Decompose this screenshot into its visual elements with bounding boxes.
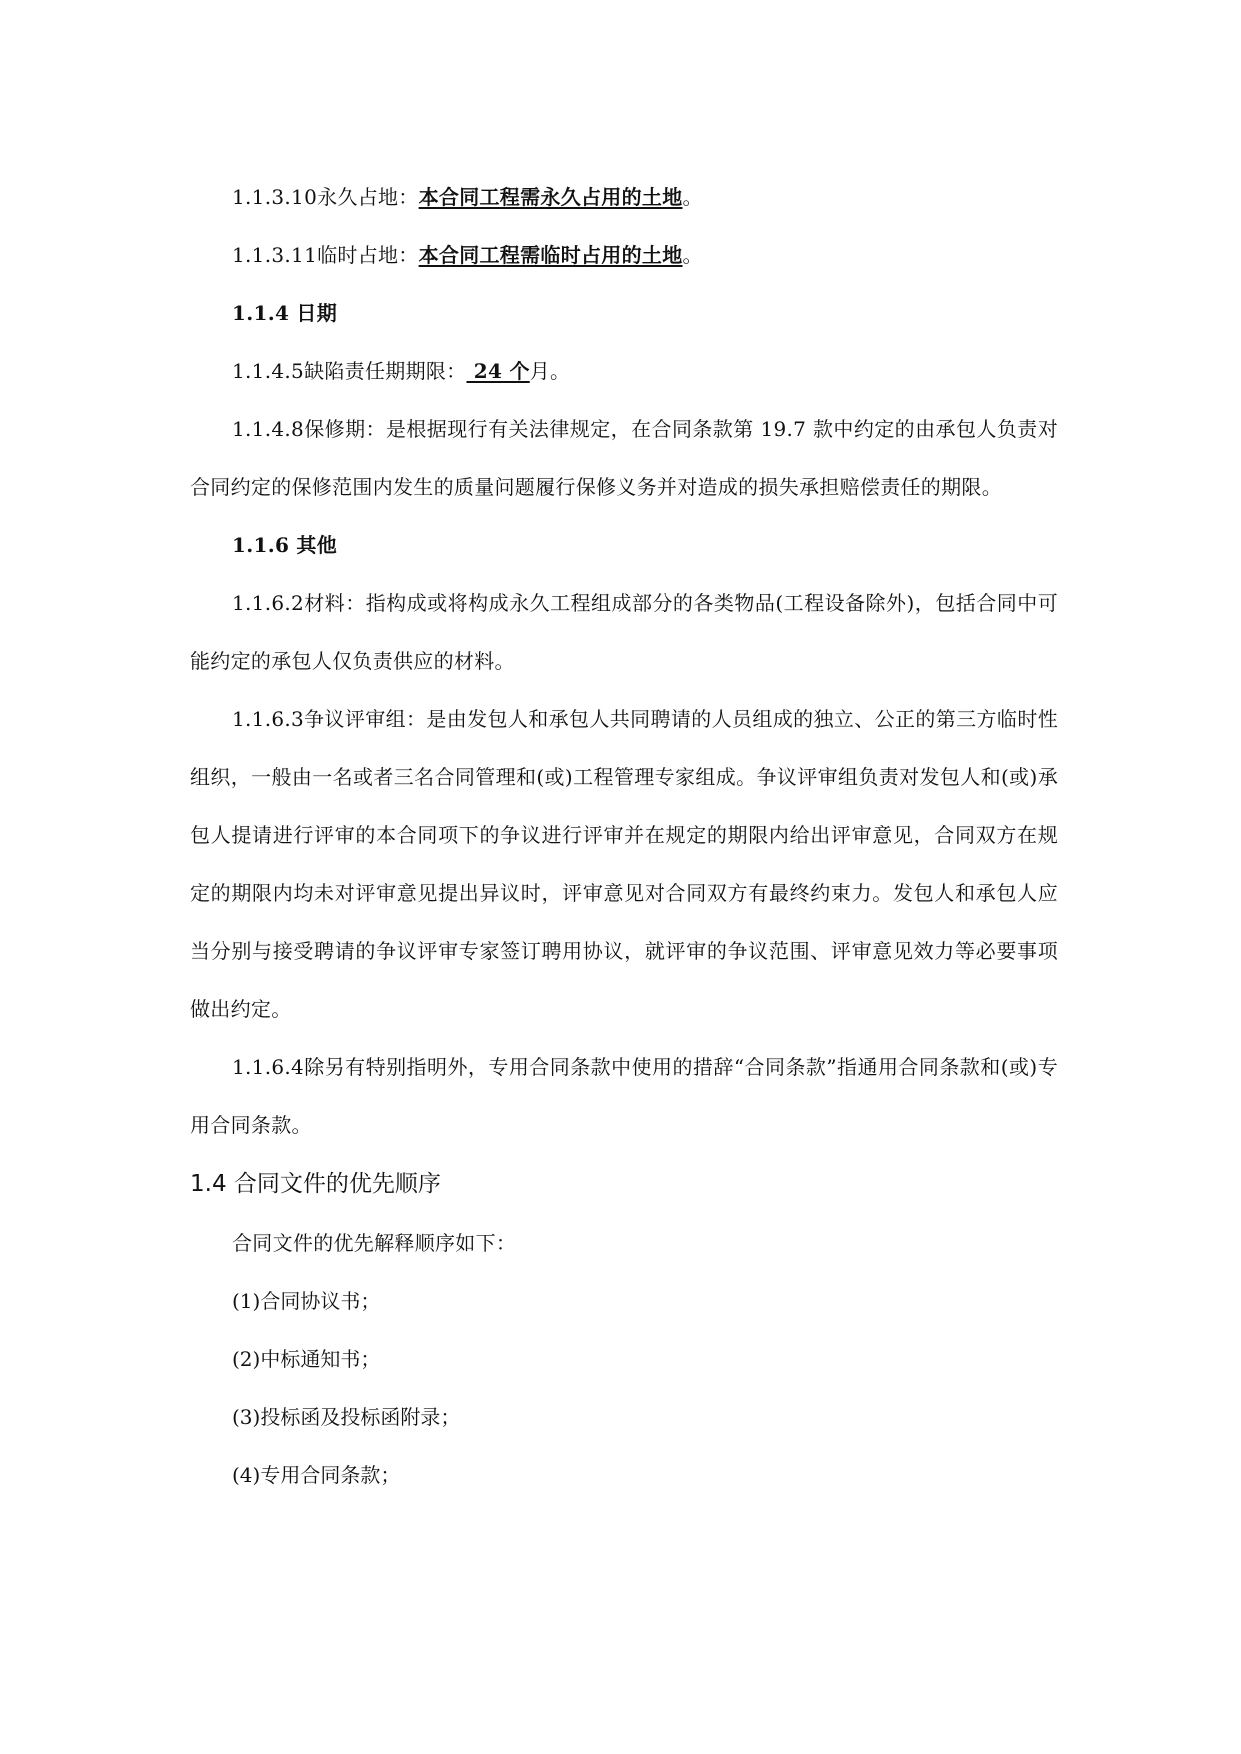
clause-label: 缺陷责任期期限： [304,359,467,383]
clause-1-1-4-8 [190,400,1058,516]
clause-number: 1.1.6.3 [232,707,305,731]
clause-number: 1.1.6.4 [232,1055,305,1079]
clause-number: 1.1.4.5 [232,359,305,383]
clause-number: 1.1.3.11 [232,243,318,267]
clause-label: 永久占地： [317,185,419,209]
clause-1-1-3-11 [190,226,1058,284]
clause-label: 临时占地： [317,243,419,267]
section-intro: 合同文件的优先解释顺序如下： [232,1231,517,1255]
clause-text: 除另有特别指明外，专用合同条款中使用的措辞“合同条款”指通用合同条款和(或)专用合同条款。 [190,1055,1058,1137]
clause-text: 争议评审组：是由发包人和承包人共同聘请的人员组成的独立、公正的第三方临时性组织，一般由一名或者三名合同管理和(或)工程管理专家组成。争议评审组负责对发包人和(或)承包人提请进行评审的本合同项下的争议进行评审并在规定的期限内给出评审意见，合同双方在规定的期限内均未对评审意见提出异议时，评审意见对合同双方有最终约束力。发包人和承包人应当分别与接受聘请的争议评审专家签订聘用协议，就评审的争议范围、评审意见效力等必要事项做出约定。 [190,707,1058,1021]
clause-text: 保修期：是根据现行有关法律规定，在合同条款第 19.7 款中约定的由承包人负责对合同约定的保修范围内发生的质量问题履行保修义务并对造成的损失承担赔偿责任的期限。 [190,417,1058,499]
document-page [190,168,1058,1504]
priority-list-item: (3)投标函及投标函附录； [232,1405,461,1429]
clause-end: 。 [682,185,703,209]
clause-filled-value: 本合同工程需永久占用的土地 [418,185,683,209]
section-heading-1-4: 1.4 合同文件的优先顺序 [190,1171,441,1197]
clause-1-1-6-2 [190,574,1058,690]
clause-text: 材料：指构成或将构成永久工程组成部分的各类物品(工程设备除外)，包括合同中可能约定的承包人仅负责供应的材料。 [190,591,1058,673]
clause-1-1-6-3 [190,690,1058,1038]
clause-end: 月。 [529,359,571,383]
clause-1-1-4-5 [190,342,1058,400]
clause-1-1-3-10 [190,168,1058,226]
priority-list-item: (2)中标通知书； [232,1347,381,1371]
priority-list-item: (4)专用合同条款； [232,1463,401,1487]
subheading-1-1-6: 1.1.6 其他 [232,533,338,557]
clause-filled-value: 本合同工程需临时占用的土地 [418,243,683,267]
clause-1-1-6-4 [190,1038,1058,1154]
priority-list-item: (1)合同协议书； [232,1289,381,1313]
subheading-1-1-4: 1.1.4 日期 [232,301,338,325]
clause-number: 1.1.3.10 [232,185,318,209]
clause-end: 。 [682,243,703,267]
clause-number: 1.1.4.8 [232,417,305,441]
clause-number: 1.1.6.2 [232,591,305,615]
clause-filled-value: 24 个 [466,359,530,383]
